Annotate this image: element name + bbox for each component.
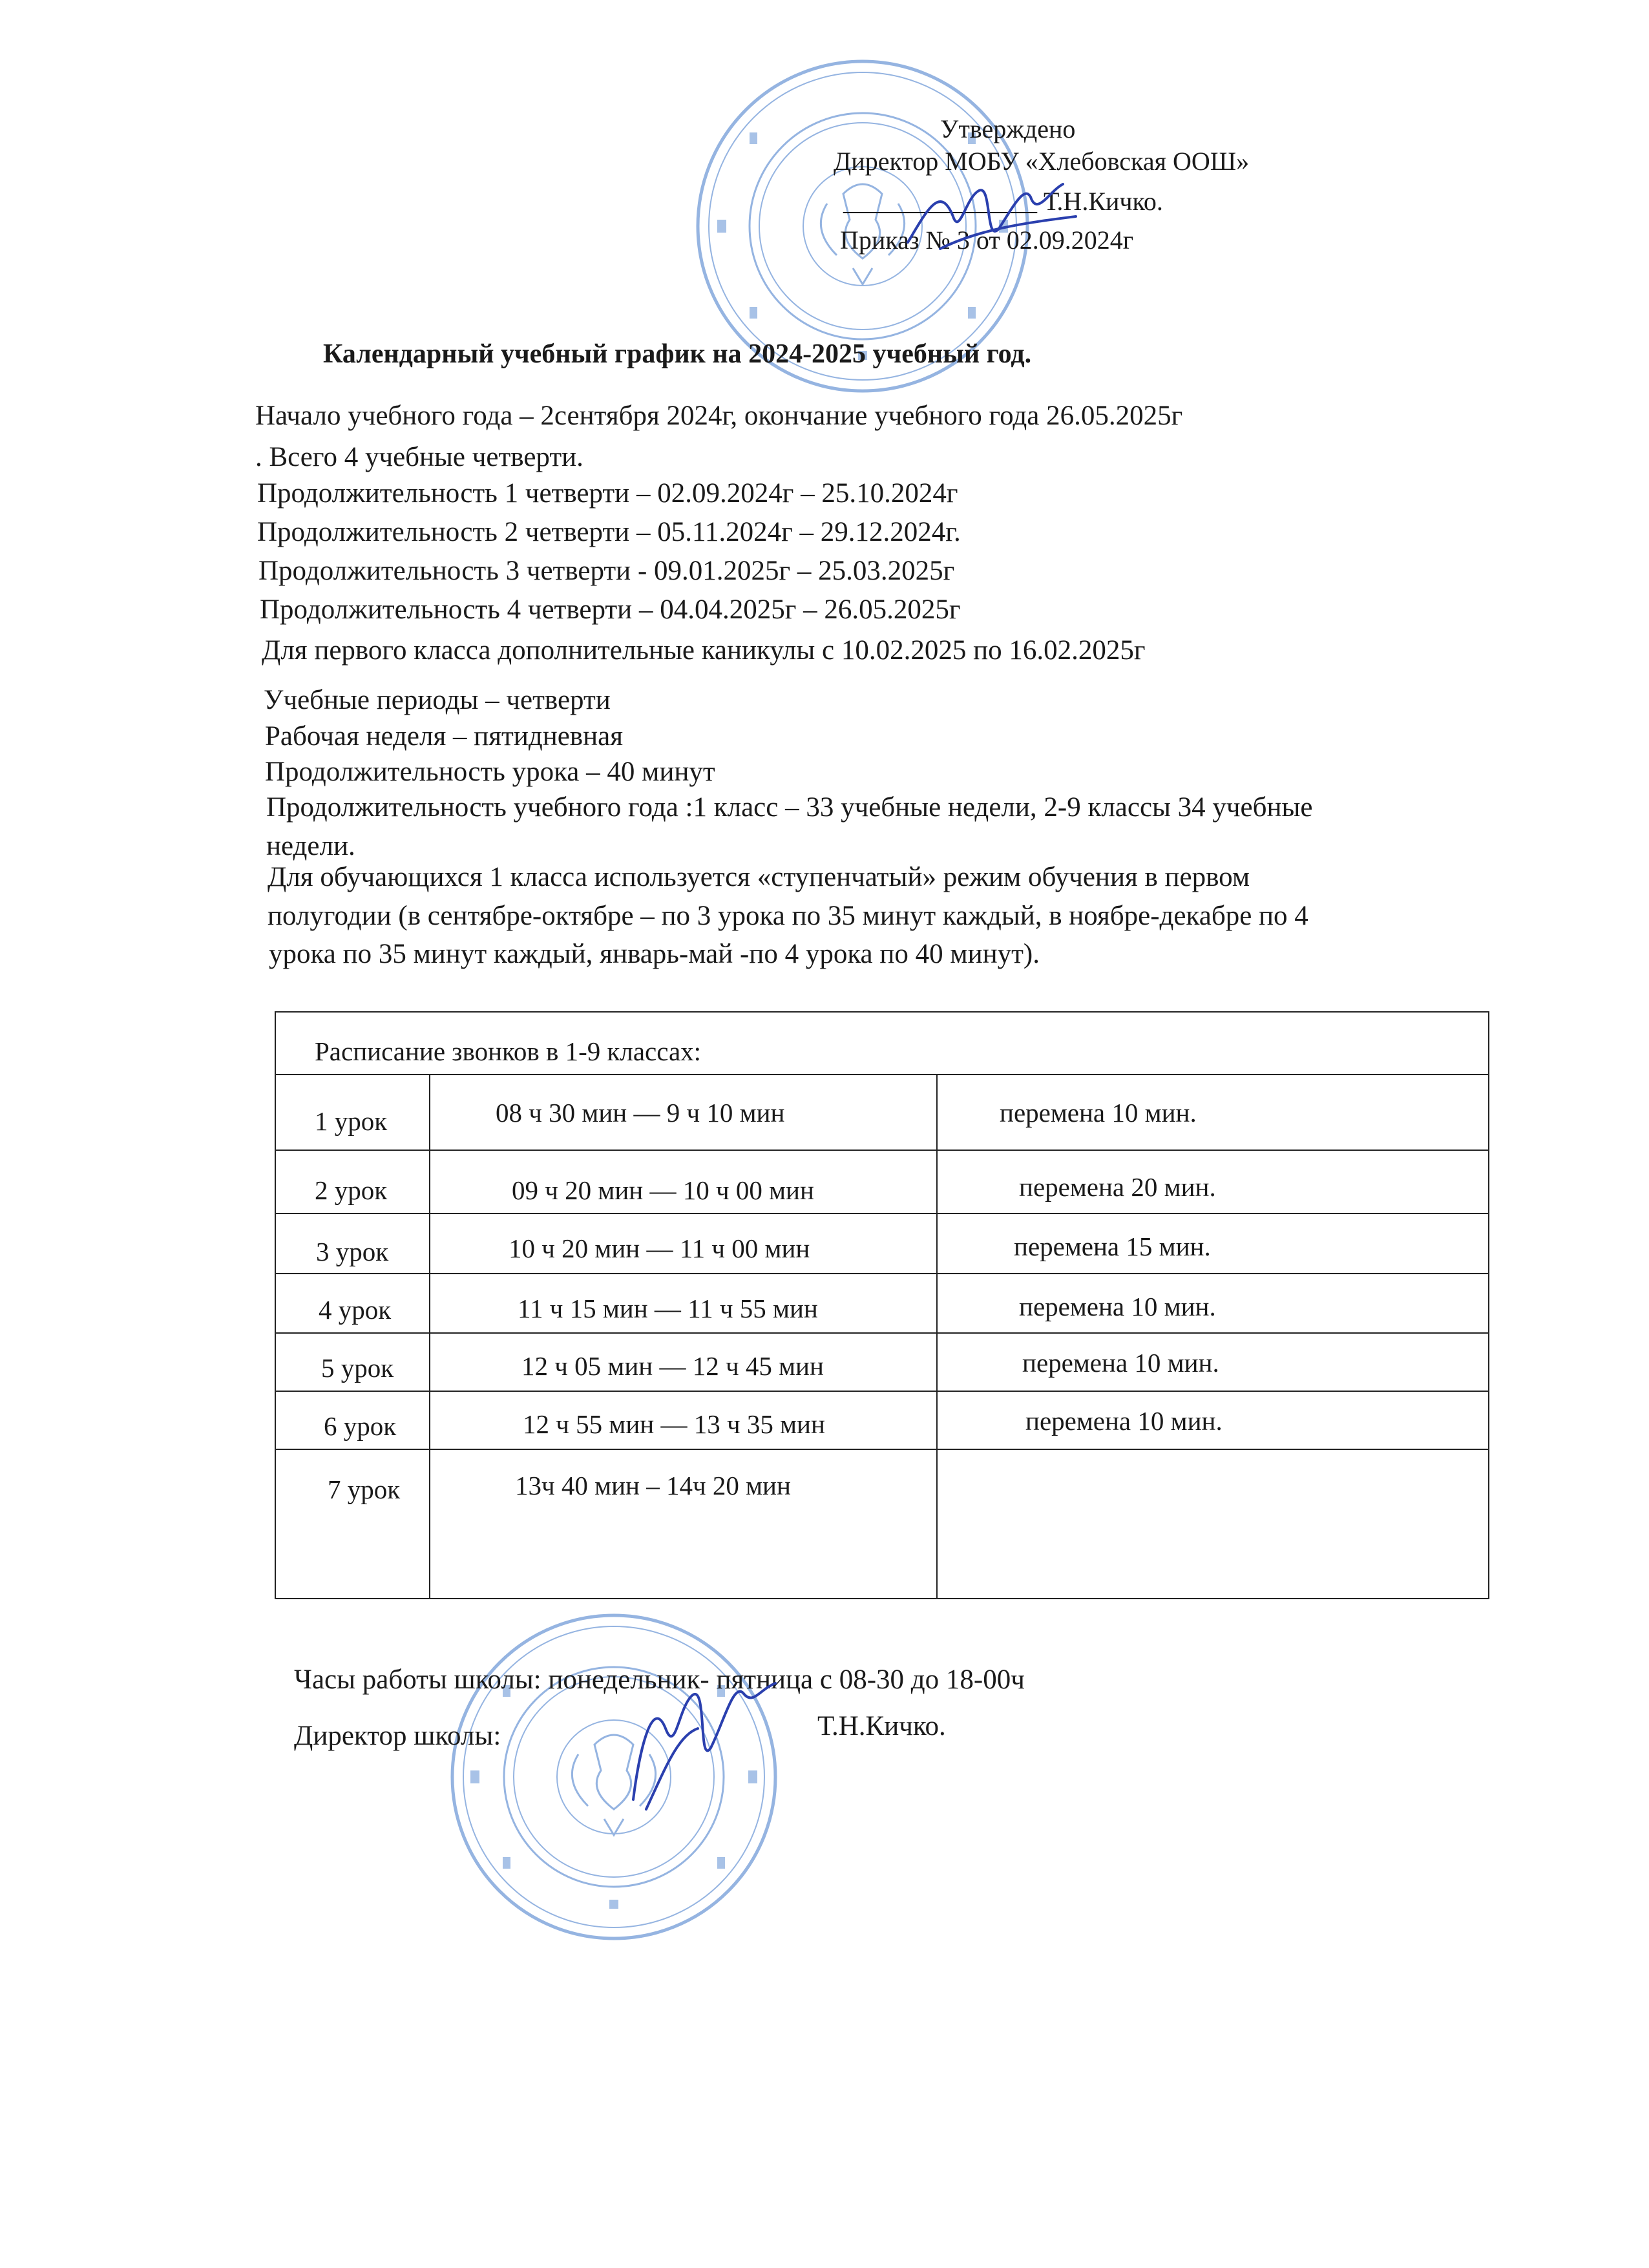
lesson-time: 08 ч 30 мин — 9 ч 10 мин — [496, 1098, 785, 1128]
bell-schedule-table — [275, 1011, 1489, 1599]
lesson-time: 09 ч 20 мин — 10 ч 00 мин — [512, 1175, 814, 1205]
approval-order: Приказ № 3 от 02.09.2024г — [840, 226, 1134, 255]
lesson-time: 10 ч 20 мин — 11 ч 00 мин — [509, 1234, 810, 1263]
page-title: Календарный учебный график на 2024-2025 учебный год. — [323, 339, 1032, 369]
break-duration: перемена 10 мин. — [1025, 1406, 1223, 1436]
signature-top — [901, 171, 1082, 262]
lesson-time: 12 ч 55 мин — 13 ч 35 мин — [523, 1409, 825, 1439]
body-line: Продолжительность 4 четверти – 04.04.2025г – 26.05.2025г — [260, 594, 961, 625]
break-duration: перемена 20 мин. — [1019, 1172, 1216, 1202]
body-line: полугодии (в сентябре-октябре – по 3 урока по 35 минут каждый, в ноябре-декабре по 4 — [268, 901, 1308, 931]
lesson-number: 7 урок — [328, 1475, 401, 1504]
body-line: недели. — [266, 831, 355, 861]
school-hours: Часы работы школы: понедельник- пятница с 08-30 до 18-00ч — [294, 1664, 1025, 1695]
table-header: Расписание звонков в 1-9 классах: — [315, 1036, 702, 1066]
body-line: Начало учебного года – 2сентября 2024г, окончание учебного года 26.05.2025г — [255, 401, 1183, 431]
lesson-number: 2 урок — [315, 1175, 388, 1205]
lesson-number: 1 урок — [315, 1106, 388, 1136]
break-duration: перемена 10 мин. — [1019, 1292, 1216, 1321]
body-line: Для первого класса дополнительные каникулы с 10.02.2025 по 16.02.2025г — [262, 635, 1146, 666]
body-line: Учебные периоды – четверти — [264, 685, 611, 715]
approval-signature-line: _______________ Т.Н.Кичко. — [843, 187, 1163, 216]
lesson-time: 11 ч 15 мин — 11 ч 55 мин — [518, 1294, 818, 1323]
lesson-number: 5 урок — [321, 1353, 394, 1383]
lesson-number: 4 урок — [319, 1295, 392, 1325]
lesson-time: 13ч 40 мин – 14ч 20 мин — [515, 1471, 791, 1500]
director-label: Директор школы: — [294, 1721, 501, 1751]
body-line: Продолжительность 2 четверти – 05.11.2024г – 29.12.2024г. — [257, 517, 961, 547]
lesson-number: 6 урок — [324, 1411, 397, 1441]
body-line: Продолжительность 3 четверти - 09.01.2025г – 25.03.2025г — [258, 556, 955, 586]
break-duration: перемена 10 мин. — [1000, 1098, 1197, 1128]
body-line: урока по 35 минут каждый, январь-май -по 4 урока по 40 минут). — [269, 939, 1040, 969]
body-line: Продолжительность учебного года :1 класс – 33 учебные недели, 2-9 классы 34 учебные — [266, 792, 1313, 823]
director-name: Т.Н.Кичко. — [817, 1711, 946, 1741]
break-duration: перемена 10 мин. — [1022, 1348, 1219, 1378]
body-line: Продолжительность 1 четверти – 02.09.2024г – 25.10.2024г — [257, 478, 958, 509]
break-duration: перемена 15 мин. — [1014, 1232, 1211, 1261]
body-line: . Всего 4 учебные четверти. — [255, 442, 583, 472]
body-line: Для обучающихся 1 класса используется «ступенчатый» режим обучения в первом — [268, 862, 1250, 892]
lesson-number: 3 урок — [316, 1237, 389, 1266]
approval-title: Утверждено — [940, 114, 1076, 143]
lesson-time: 12 ч 05 мин — 12 ч 45 мин — [521, 1351, 824, 1381]
body-line: Рабочая неделя – пятидневная — [265, 721, 623, 751]
signature-bottom — [620, 1670, 788, 1819]
body-line: Продолжительность урока – 40 минут — [265, 757, 715, 787]
approval-director: Директор МОБУ «Хлебовская ООШ» — [834, 147, 1250, 176]
